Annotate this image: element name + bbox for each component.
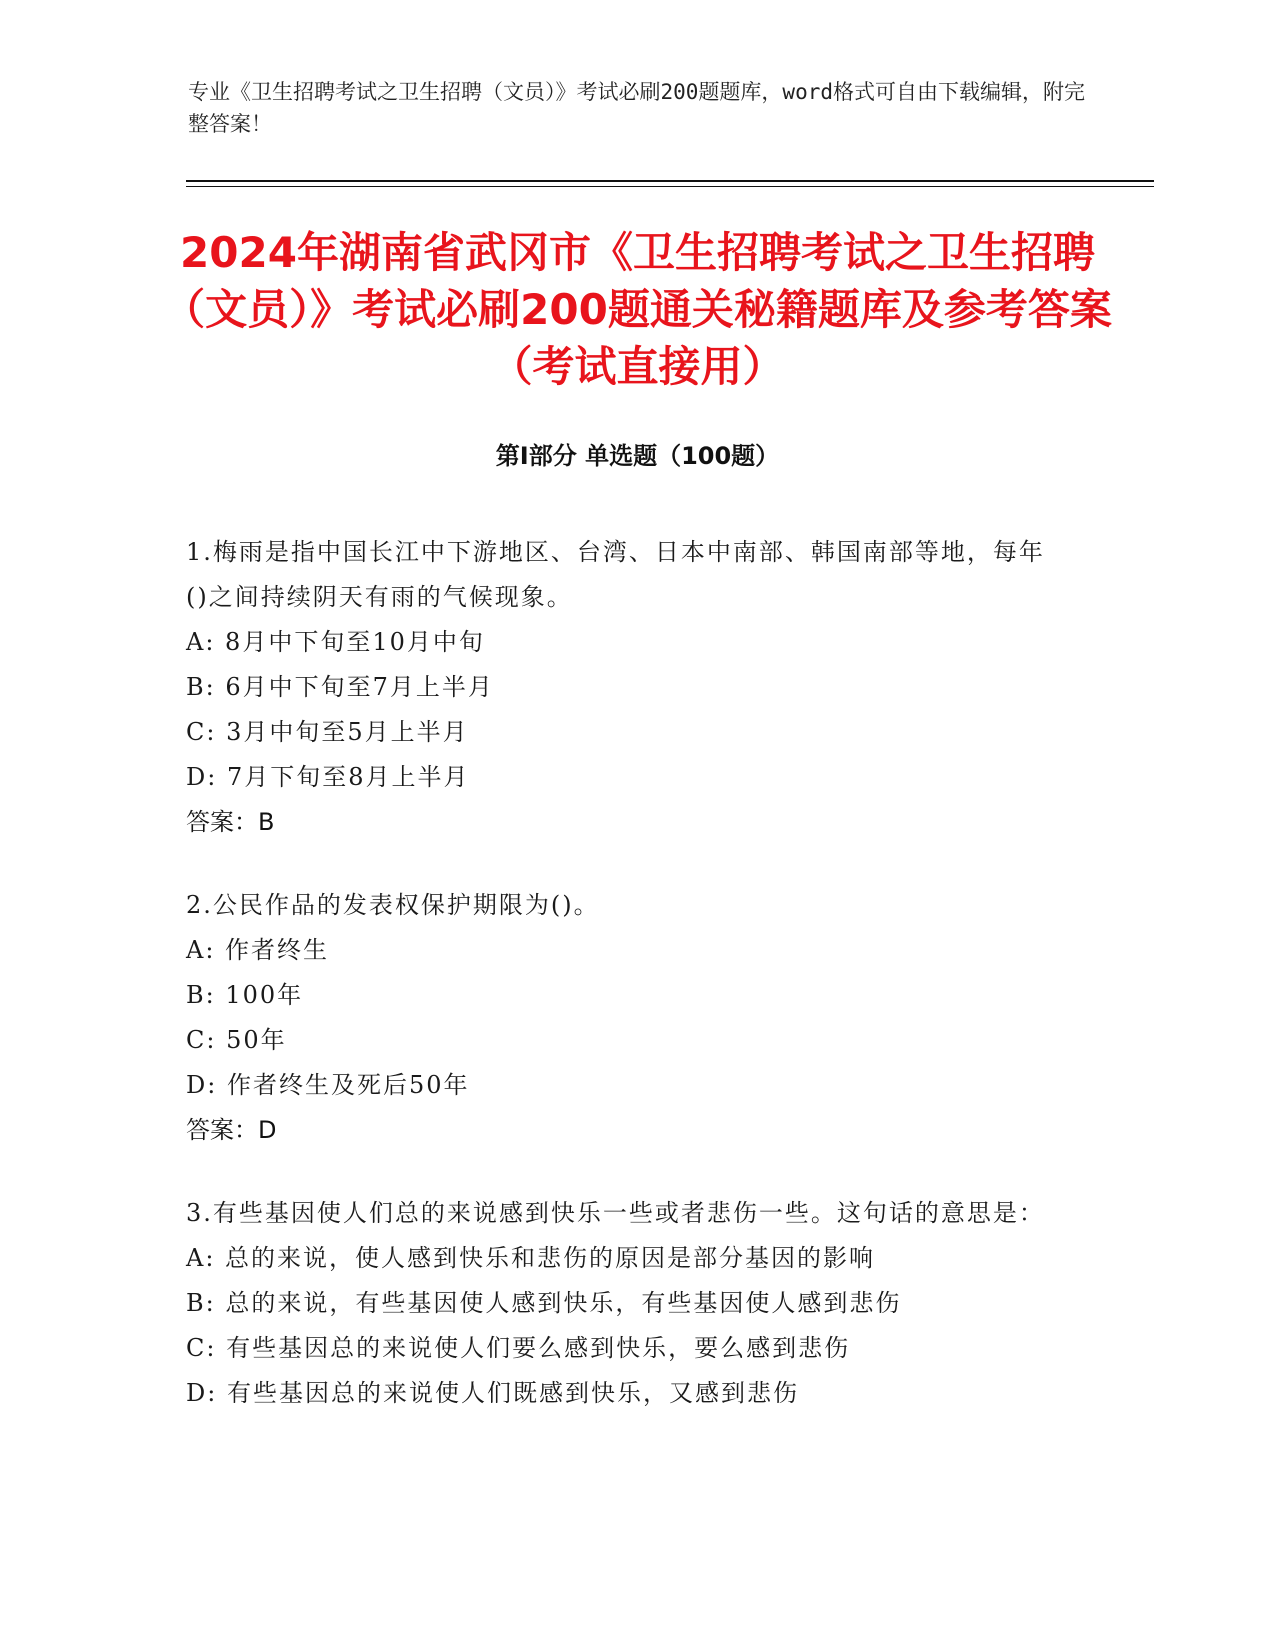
header-note: 专业《卫生招聘考试之卫生招聘（文员）》考试必刷200题题库，word格式可自由下载编辑，附完整答案！ bbox=[188, 80, 1085, 136]
option-a: A: 8月中下旬至10月中旬 bbox=[186, 628, 485, 656]
question-stem: 1.梅雨是指中国长江中下游地区、台湾、日本中南部、韩国南部等地，每年()之间持续阴天有雨的气候现象。 bbox=[186, 538, 1045, 611]
header-divider-thin bbox=[186, 186, 1154, 187]
answer-key: 答案：B bbox=[186, 808, 275, 836]
option-c: C: 50年 bbox=[186, 1026, 287, 1054]
question-1 bbox=[186, 530, 1066, 845]
option-c: C: 有些基因总的来说使人们要么感到快乐，要么感到悲伤 bbox=[186, 1334, 851, 1362]
question-stem: 2.公民作品的发表权保护期限为()。 bbox=[186, 891, 600, 919]
option-a: A: 总的来说，使人感到快乐和悲伤的原因是部分基因的影响 bbox=[186, 1244, 876, 1272]
question-3 bbox=[186, 1191, 1066, 1416]
document-title: 2024年湖南省武冈市《卫生招聘考试之卫生招聘（文员）》考试必刷200题通关秘籍题库及参考答案（考试直接用） bbox=[163, 228, 1112, 391]
option-b: B: 6月中下旬至7月上半月 bbox=[186, 673, 494, 701]
option-b: B: 100年 bbox=[186, 981, 304, 1009]
option-d: D: 7月下旬至8月上半月 bbox=[186, 763, 470, 791]
answer-key: 答案：D bbox=[186, 1116, 277, 1144]
header-divider bbox=[186, 180, 1154, 182]
question-stem: 3.有些基因使人们总的来说感到快乐一些或者悲伤一些。这句话的意思是： bbox=[186, 1199, 1045, 1227]
option-d: D: 有些基因总的来说使人们既感到快乐，又感到悲伤 bbox=[186, 1379, 799, 1407]
question-list bbox=[186, 530, 1066, 1454]
option-c: C: 3月中旬至5月上半月 bbox=[186, 718, 469, 746]
option-b: B: 总的来说，有些基因使人感到快乐，有些基因使人感到悲伤 bbox=[186, 1289, 902, 1317]
section-title: 第Ⅰ部分 单选题（100题） bbox=[495, 442, 780, 470]
option-a: A: 作者终生 bbox=[186, 936, 330, 964]
option-d: D: 作者终生及死后50年 bbox=[186, 1071, 470, 1099]
question-2 bbox=[186, 883, 1066, 1153]
